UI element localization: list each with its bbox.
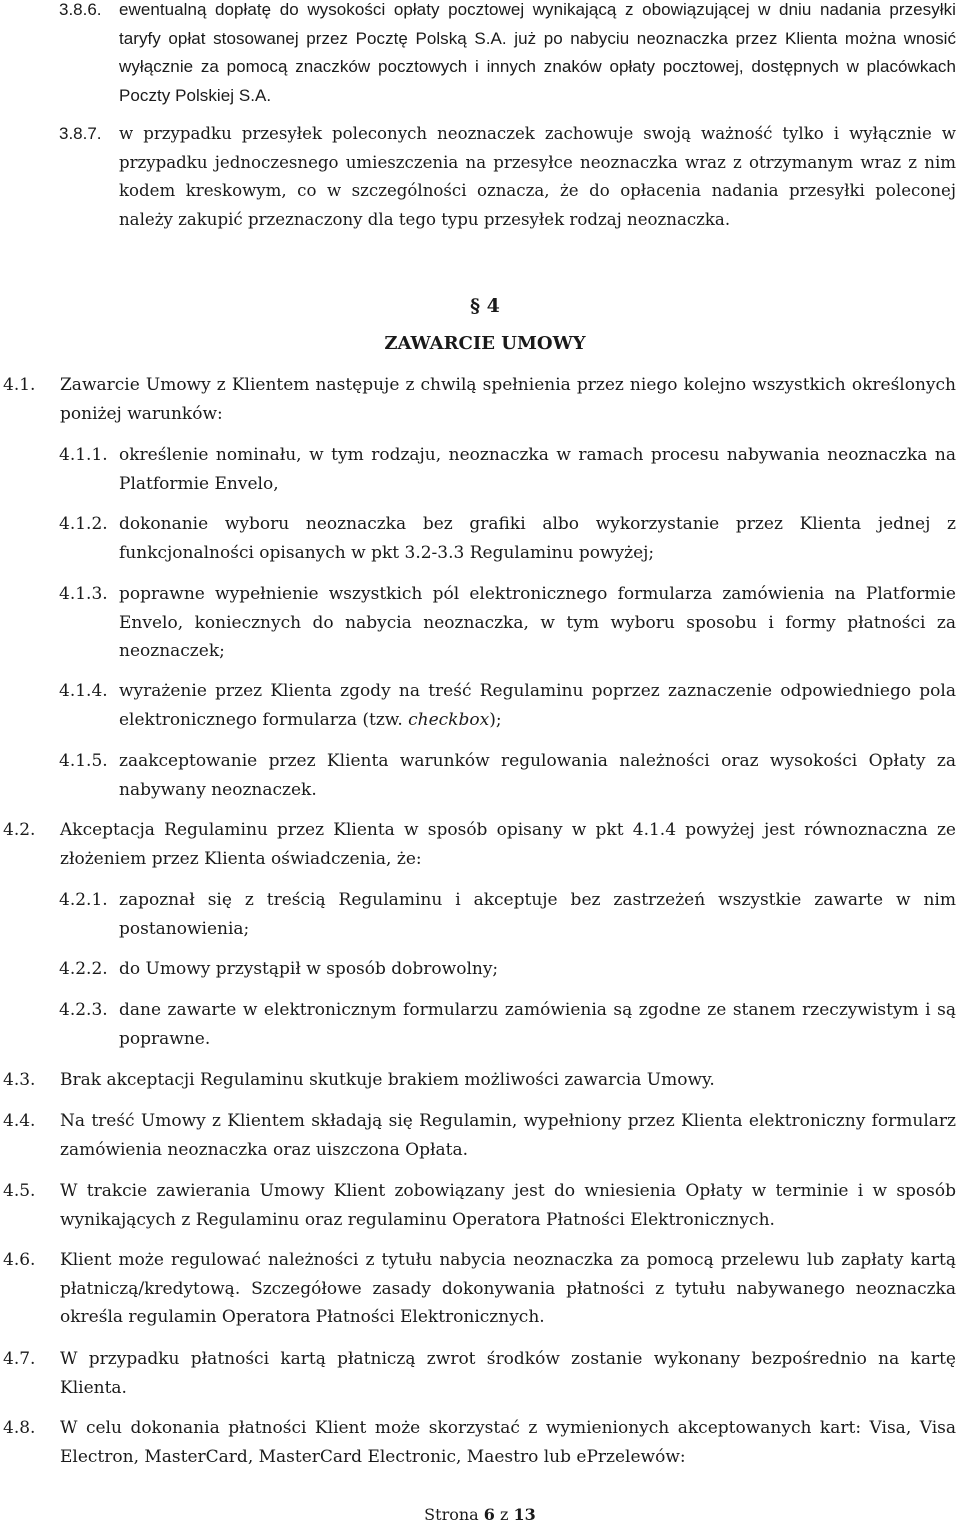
paragraph-number: 3.8.6. (59, 0, 102, 19)
paragraph-4-3 (3, 1066, 956, 1095)
text-part: ); (489, 709, 502, 730)
paragraph-text: zaakceptowanie przez Klienta warunków regulowania należności oraz wysokości Opłaty za nabywany neoznaczek. (119, 751, 956, 800)
paragraph-4-1-1 (59, 441, 956, 498)
paragraph-4-1-3 (59, 580, 956, 666)
paragraph-number: 4.2.3. (59, 1000, 108, 1020)
paragraph-number: 4.4. (3, 1111, 36, 1131)
paragraph-number: 4.1. (3, 375, 36, 395)
section-symbol: § 4 (470, 295, 500, 317)
paragraph-text: poprawne wypełnienie wszystkich pól elektronicznego formularza zamówienia na Platformie Envelo, koniecznych do nabycia neoznaczka, w tym wyboru sposobu i formy płatności za neoznaczek; (119, 584, 956, 661)
paragraph-text: W trakcie zawierania Umowy Klient zobowiązany jest do wniesienia Opłaty w terminie i w sposób wynikających z Regulaminu oraz regulaminu Operatora Płatności Elektronicznych. (60, 1181, 956, 1230)
paragraph-text: Zawarcie Umowy z Klientem następuje z chwilą spełnienia przez niego kolejno wszystkich określonych poniżej warunków: (60, 375, 956, 424)
paragraph-text: Brak akceptacji Regulaminu skutkuje brakiem możliwości zawarcia Umowy. (60, 1070, 715, 1090)
paragraph-4-1-5 (59, 747, 956, 804)
paragraph-4-4 (3, 1107, 956, 1164)
page-label: Strona (424, 1505, 479, 1524)
paragraph-number: 4.1.5. (59, 751, 108, 771)
section-title: ZAWARCIE UMOWY (384, 333, 586, 354)
paragraph-text: Na treść Umowy z Klientem składają się Regulamin, wypełniony przez Klienta elektroniczny formularz zamówienia neoznaczka oraz uiszczona Opłata. (60, 1111, 956, 1160)
paragraph-text: ewentualną dopłatę do wysokości opłaty pocztowej wynikającą z obowiązującej w dniu nadania przesyłki taryfy opłat stosowanej przez Pocztę Polską S.A. już po nabyciu neoznaczka przez Klienta można wnosić wyłącznie za pomocą znaczków pocztowych i innych znaków opłaty pocztowej, dostępnych w placówkach Poczty Polskiej S.A. (119, 0, 956, 105)
paragraph-number: 4.2.2. (59, 959, 108, 979)
paragraph-number: 4.2. (3, 820, 36, 840)
paragraph-text (119, 677, 956, 734)
paragraph-number: 4.3. (3, 1070, 36, 1090)
paragraph-4-7 (3, 1345, 956, 1402)
paragraph-number: 4.1.2. (59, 514, 108, 534)
paragraph-text: Klient może regulować należności z tytułu nabycia neoznaczka za pomocą przelewu lub zapłaty kartą płatniczą/kredytową. Szczegółowe zasady dokonywania płatności z tytułu nabywanego neoznaczka określa regulamin Operatora Płatności Elektronicznych. (60, 1250, 956, 1327)
paragraph-text: zapoznał się z treścią Regulaminu i akceptuje bez zastrzeżeń wszystkie zawarte w nim postanowienia; (119, 890, 956, 939)
checkbox-term: checkbox (408, 709, 490, 730)
paragraph-text: w przypadku przesyłek poleconych neoznaczek zachowuje swoją ważność tylko i wyłącznie w przypadku jednoczesnego umieszczenia na przesyłce neoznaczka wraz z otrzymanym wraz z nim kodem kreskowym, co w szczególności oznacza, że do opłacenia nadania przesyłki poleconej należy zakupić przeznaczony dla tego typu przesyłek rodzaj neoznaczka. (119, 124, 956, 229)
paragraph-text: Akceptacja Regulaminu przez Klienta w sposób opisany w pkt 4.1.4 powyżej jest równoznaczna ze złożeniem przez Klienta oświadczenia, że: (60, 820, 956, 869)
paragraph-number: 4.6. (3, 1250, 36, 1270)
paragraph-number: 4.5. (3, 1181, 36, 1201)
paragraph-4-1-2 (59, 510, 956, 567)
paragraph-3-8-7 (59, 120, 956, 234)
paragraph-4-1-4 (59, 677, 956, 734)
total-page-number: 13 (513, 1505, 536, 1524)
paragraph-3-8-6 (59, 0, 956, 110)
paragraph-4-2-2 (59, 955, 956, 984)
paragraph-4-1 (3, 371, 956, 428)
paragraph-number: 4.2.1. (59, 890, 108, 910)
page-footer (0, 1505, 960, 1524)
paragraph-4-6 (3, 1246, 956, 1332)
paragraph-4-2-1 (59, 886, 956, 943)
paragraph-text: dokonanie wyboru neoznaczka bez grafiki albo wykorzystanie przez Klienta jednej z funkcjonalności opisanych w pkt 3.2-3.3 Regulaminu powyżej; (119, 514, 956, 563)
paragraph-text: W celu dokonania płatności Klient może skorzystać z wymienionych akceptowanych kart: Visa, Visa Electron, MasterCard, MasterCard Electronic, Maestro lub ePrzelewów: (60, 1418, 956, 1467)
paragraph-number: 4.1.4. (59, 681, 108, 701)
paragraph-number: 3.8.7. (59, 124, 102, 143)
paragraph-4-8 (3, 1414, 956, 1471)
paragraph-text: do Umowy przystąpił w sposób dobrowolny; (119, 959, 499, 979)
paragraph-text: W przypadku płatności kartą płatniczą zwrot środków zostanie wykonany bezpośrednio na kartę Klienta. (60, 1349, 956, 1398)
paragraph-4-5 (3, 1177, 956, 1234)
paragraph-4-2-3 (59, 996, 956, 1053)
current-page-number: 6 (483, 1505, 495, 1524)
paragraph-text: dane zawarte w elektronicznym formularzu zamówienia są zgodne ze stanem rzeczywistym i są poprawne. (119, 1000, 956, 1049)
paragraph-text: określenie nominału, w tym rodzaju, neoznaczka w ramach procesu nabywania neoznaczka na Platformie Envelo, (119, 445, 956, 494)
paragraph-4-2 (3, 816, 956, 873)
text-part: wyrażenie przez Klienta zgody na treść Regulaminu poprzez zaznaczenie odpowiedniego pola elektronicznego formularza (tzw. (119, 681, 956, 730)
paragraph-number: 4.1.1. (59, 445, 108, 465)
page-separator: z (500, 1505, 509, 1524)
paragraph-number: 4.1.3. (59, 584, 108, 604)
paragraph-number: 4.7. (3, 1349, 36, 1369)
paragraph-number: 4.8. (3, 1418, 36, 1438)
